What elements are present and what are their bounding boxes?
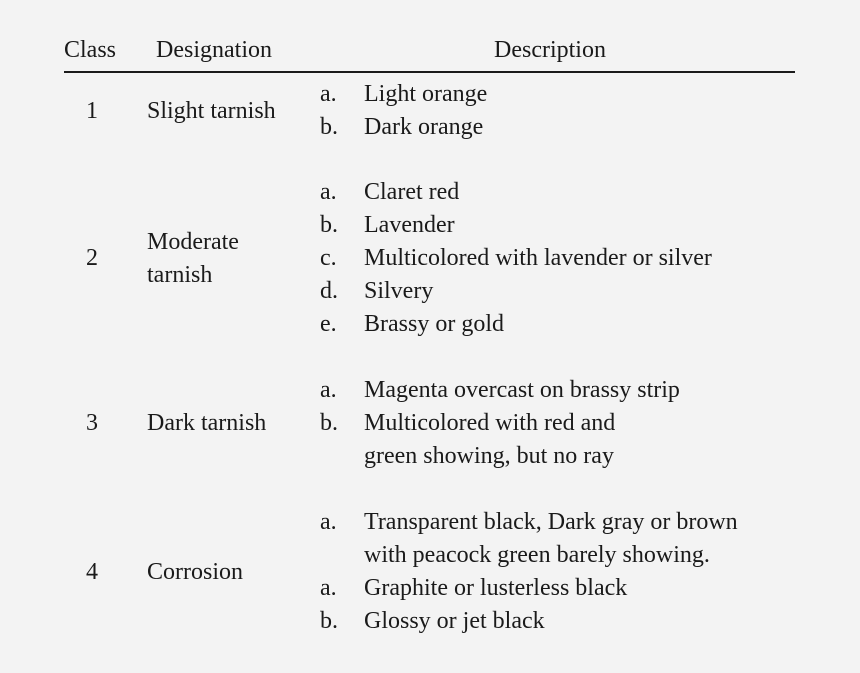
class-number: 2 [86,245,98,271]
item-letter: b. [320,212,338,238]
designation-label [147,407,266,440]
item-letter: a. [320,377,337,403]
description-line: Graphite or lusterless black [364,575,628,601]
description-line: green showing, but no ray [364,443,614,469]
designation-line: Dark tarnish [147,410,267,436]
description-line: Transparent black, Dark gray or brown [364,509,738,535]
header-description: Description [494,37,606,63]
class-number: 1 [86,97,98,124]
designation-label [147,556,243,589]
designation-line: Slight tarnish [147,97,276,124]
description-line: Dark orange [364,114,484,140]
item-letter: a. [320,179,337,205]
description-line: Claret red [364,179,460,205]
item-letter: b. [320,114,338,140]
description-line: Lavender [364,212,455,238]
description-line: Glossy or jet black [364,608,545,634]
header-class: Class [64,37,117,63]
designation-label [147,95,276,128]
item-letter: e. [320,311,337,337]
description-line: Multicolored with lavender or silver [364,245,712,271]
header-rule [64,71,795,73]
item-letter: b. [320,410,338,436]
description-line: Light orange [364,81,488,107]
item-letter: d. [320,278,338,304]
description-line: Magenta overcast on brassy strip [364,377,680,403]
item-letter: a. [320,509,337,535]
designation-line: Corrosion [147,558,243,585]
description-line: Multicolored with red and [364,410,616,436]
description-line: Silvery [364,278,434,304]
class-number: 3 [86,410,98,436]
item-letter: a. [320,575,337,601]
item-letter: b. [320,608,338,634]
designation-line: Moderate [147,228,239,255]
item-letter: a. [320,81,337,107]
designation-line: tarnish [147,261,213,288]
item-letter: c. [320,245,337,271]
description-line: Brassy or gold [364,311,504,337]
header-designation: Designation [156,37,272,63]
designation-label [147,226,239,292]
class-number: 4 [86,558,98,585]
description-line: with peacock green barely showing. [364,542,710,568]
